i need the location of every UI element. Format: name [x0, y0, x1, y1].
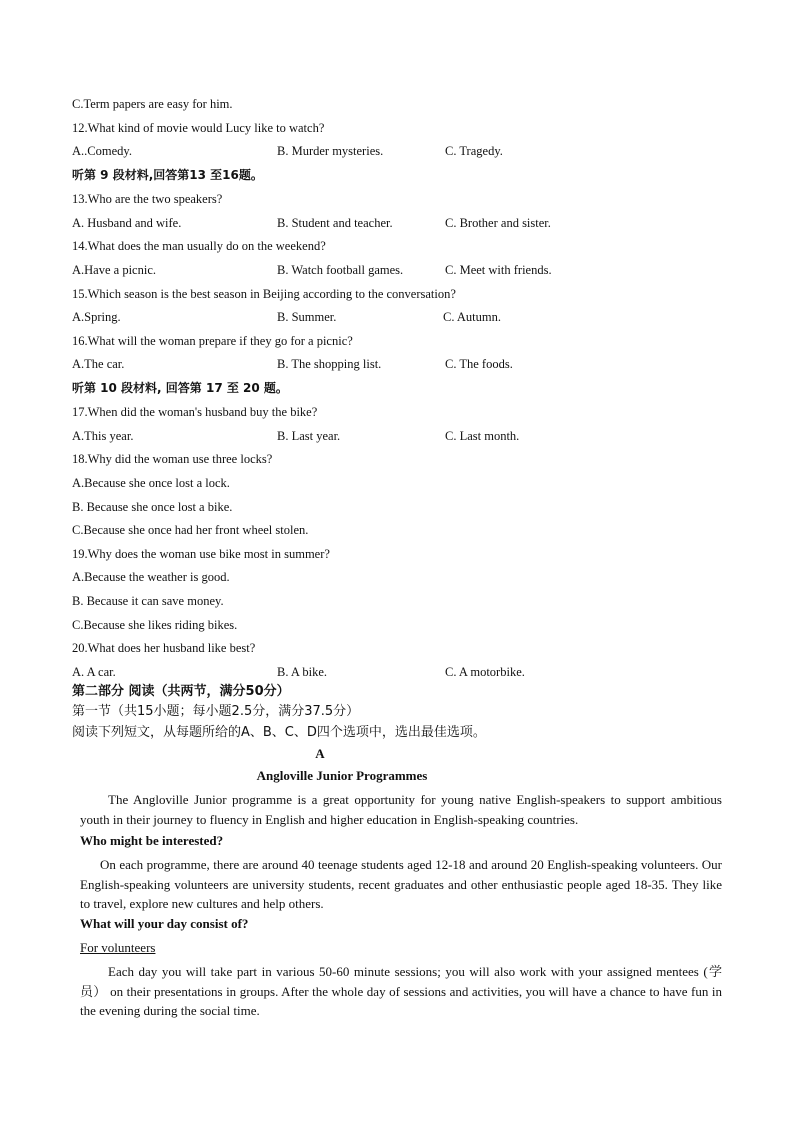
q16-question: 16.What will the woman prepare if they go for a picnic? [72, 334, 353, 348]
part-two-title: 第二部分 阅读（共两节，满分50分） [72, 684, 290, 699]
q20-option-c: C. A motorbike. [445, 665, 525, 679]
q20-options [0, 664, 794, 680]
q17-option-a: A.This year. [72, 429, 134, 443]
q14-option-a: A.Have a picnic. [72, 263, 156, 277]
q14-option-c: C. Meet with friends. [445, 263, 552, 277]
q12-options [0, 143, 794, 159]
q20-option-a: A. A car. [72, 665, 116, 679]
q16-options [0, 356, 794, 372]
passage-title: Angloville Junior Programmes [256, 768, 428, 783]
q13-option-b: B. Student and teacher. [277, 216, 393, 230]
q13-options [0, 215, 794, 231]
passage-paragraph-2: On each programme, there are around 40 teenage students aged 12-18 and around 20 English-speaking volunteers. Our English-speaking volunteers are university students, recent graduates and other enthusiastic people aged 18-35. They like to travel, explore new cultures and help others. [80, 857, 722, 911]
q12-question: 12.What kind of movie would Lucy like to watch? [72, 121, 325, 135]
section-one-title: 第一节（共15小题；每小题2.5分，满分37.5分） [72, 704, 360, 719]
q19-option-c: C.Because she likes riding bikes. [72, 618, 238, 632]
q17-option-b: B. Last year. [277, 429, 341, 443]
q15-option-b: B. Summer. [277, 310, 337, 324]
q18-option-a: A.Because she once lost a lock. [72, 476, 230, 490]
passage-paragraph-3: Each day you will take part in various 50-60 minute sessions; you will also work with your assigned mentees (学员） on their presentations in groups. After the whole day of sessions and activities, you will have a chance to have fun in the evening during the social time. [80, 964, 722, 1018]
q19-option-b: B. Because it can save money. [72, 594, 224, 608]
reading-instruction: 阅读下列短文，从每题所给的A、B、C、D四个选项中，选出最佳选项。 [72, 725, 486, 740]
section-10-instruction: 听第 10 段材料, 回答第 17 至 20 题。 [72, 381, 288, 395]
subheading-for-volunteers: For volunteers [80, 940, 156, 955]
q18-question: 18.Why did the woman use three locks? [72, 452, 273, 466]
q14-option-b: B. Watch football games. [277, 263, 404, 277]
q15-option-c: C. Autumn. [443, 310, 501, 324]
q20-question: 20.What does her husband like best? [72, 641, 256, 655]
q19-option-a: A.Because the weather is good. [72, 570, 230, 584]
heading-who-interested: Who might be interested? [80, 833, 224, 848]
q12-option-b: B. Murder mysteries. [277, 144, 384, 158]
q18-option-b: B. Because she once lost a bike. [72, 500, 233, 514]
q19-question: 19.Why does the woman use bike most in summer? [72, 547, 330, 561]
q18-option-c: C.Because she once had her front wheel stolen. [72, 523, 309, 537]
q20-option-b: B. A bike. [277, 665, 328, 679]
q13-option-a: A. Husband and wife. [72, 216, 182, 230]
q12-option-c: C. Tragedy. [445, 144, 503, 158]
section-9-instruction: 听第 9 段材料,回答第13 至16题。 [72, 168, 263, 182]
q11-option-c: C.Term papers are easy for him. [72, 97, 233, 111]
q13-option-c: C. Brother and sister. [445, 216, 551, 230]
q17-question: 17.When did the woman's husband buy the bike? [72, 405, 318, 419]
passage-paragraph-1: The Angloville Junior programme is a great opportunity for young native English-speakers to support ambitious youth in their journey to fluency in English and higher education in English-speaking countries. [80, 792, 722, 827]
passage-letter: A [315, 746, 325, 761]
q15-question: 15.Which season is the best season in Beijing according to the conversation? [72, 287, 456, 301]
q14-question: 14.What does the man usually do on the weekend? [72, 239, 326, 253]
q14-options [0, 262, 794, 278]
q15-option-a: A.Spring. [72, 310, 121, 324]
q16-option-a: A.The car. [72, 357, 125, 371]
q12-option-a: A..Comedy. [72, 144, 132, 158]
q13-question: 13.Who are the two speakers? [72, 192, 223, 206]
q15-options [0, 309, 794, 325]
q16-option-b: B. The shopping list. [277, 357, 382, 371]
q17-option-c: C. Last month. [445, 429, 520, 443]
q16-option-c: C. The foods. [445, 357, 513, 371]
heading-day-consist: What will your day consist of? [80, 916, 249, 931]
q17-options [0, 428, 794, 444]
